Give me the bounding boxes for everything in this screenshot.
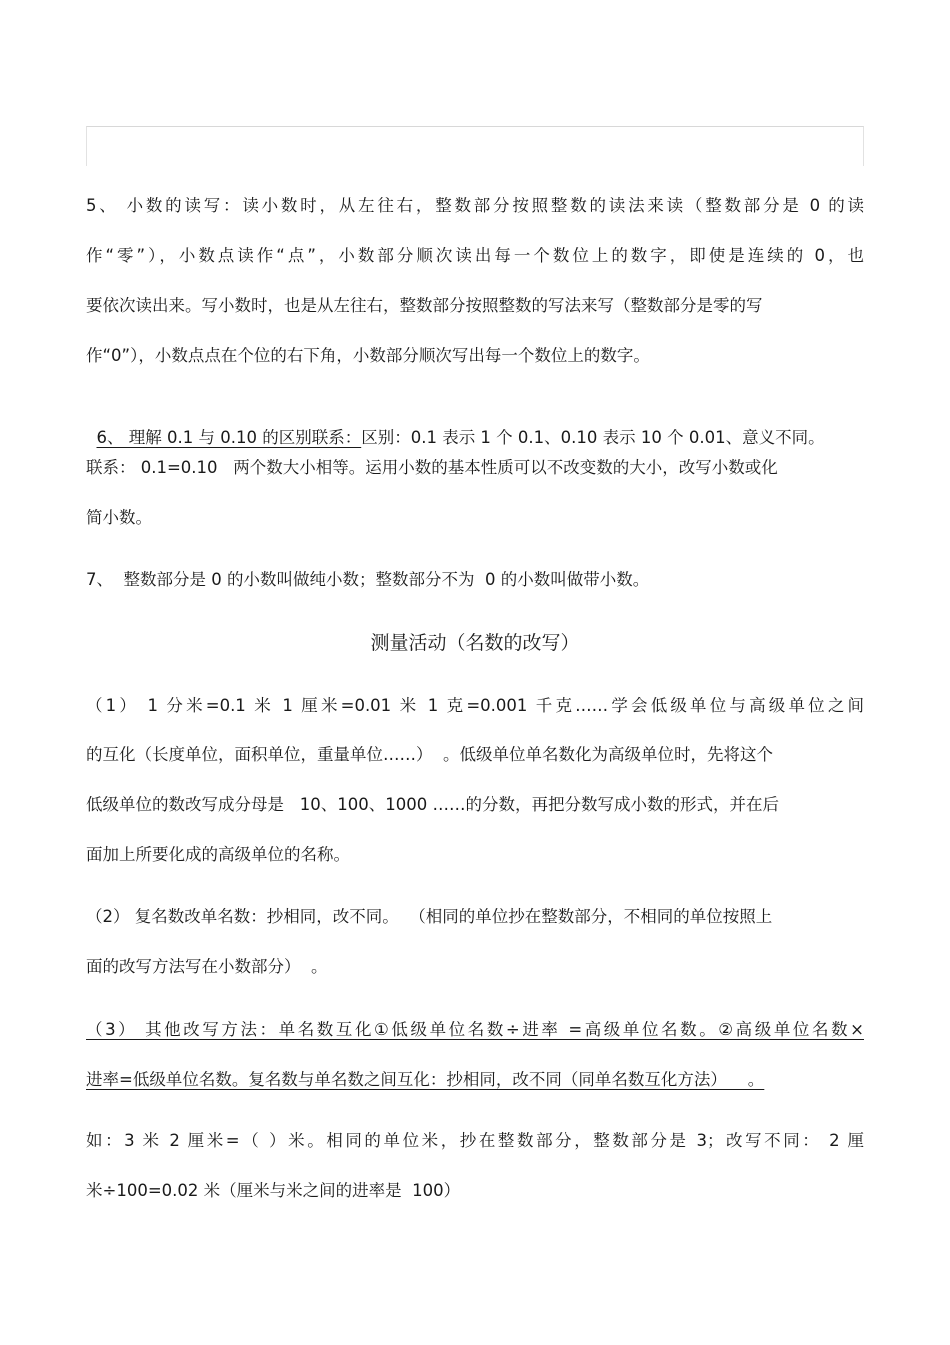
part3-line2: 进率=低级单位名数。复名数与单名数之间互化：抄相同，改不同（同单名数互化方法） 。 xyxy=(86,1070,765,1089)
item6-line3: 简小数。 xyxy=(86,508,152,527)
part1-line1: （1） 1 分米=0.1 米 1 厘米=0.01 米 1 克=0.001 千克……学会低级单位与高级单位之间 xyxy=(86,696,864,715)
example-line2: 米÷100=0.02 米（厘米与米之间的进率是 100） xyxy=(86,1181,461,1200)
page-header-frame xyxy=(86,126,864,166)
item5-line4: 作“0”），小数点点在个位的右下角，小数部分顺次写出每一个数位上的数字。 xyxy=(86,346,650,365)
section-heading: 测量活动（名数的改写） xyxy=(370,632,580,654)
part2-line2: 面的改写方法写在小数部分） 。 xyxy=(86,957,328,976)
item5-line3: 要依次读出来。写小数时，也是从左往右，整数部分按照整数的写法来写（整数部分是零的写 xyxy=(86,296,763,315)
part1-line4: 面加上所要化成的高级单位的名称。 xyxy=(86,845,350,864)
item6-line1 xyxy=(86,408,825,448)
part1-line2: 的互化（长度单位，面积单位，重量单位……） 。低级单位单名数化为高级单位时，先将这个 xyxy=(86,745,773,764)
example-line1: 如：3 米 2 厘米=（ ）米。相同的单位米，抄在整数部分，整数部分是 3；改写不同： 2 厘 xyxy=(86,1131,864,1150)
item5-line1: 5、 小数的读写：读小数时，从左往右，整数部分按照整数的读法来读（整数部分是 0 的读 xyxy=(86,196,864,215)
part1-line3: 低级单位的数改写成分母是 10、100、1000 ……的分数，再把分数写成小数的形式，并在后 xyxy=(86,795,779,814)
item5-line2: 作“零”），小数点读作“点”，小数部分顺次读出每一个数位上的数字，即使是连续的 0，也 xyxy=(86,246,864,265)
item6-line1-rest: 区别：0.1 表示 1 个 0.1、0.10 表示 10 个 0.01、意义不同。 xyxy=(361,428,825,447)
item7-line1: 7、 整数部分是 0 的小数叫做纯小数；整数部分不为 0 的小数叫做带小数。 xyxy=(86,570,650,589)
item6-title: 6、 理解 0.1 与 0.10 的区别联系： xyxy=(96,428,362,447)
part3-line1: （3） 其他改写方法：单名数互化①低级单位名数÷进率 =高级单位名数。②高级单位名数× xyxy=(86,1020,864,1039)
item6-line2: 联系： 0.1=0.10 两个数大小相等。运用小数的基本性质可以不改变数的大小，改写小数或化 xyxy=(86,458,778,477)
part2-line1: （2） 复名数改单名数：抄相同，改不同。 （相同的单位抄在整数部分，不相同的单位按照上 xyxy=(86,907,773,926)
